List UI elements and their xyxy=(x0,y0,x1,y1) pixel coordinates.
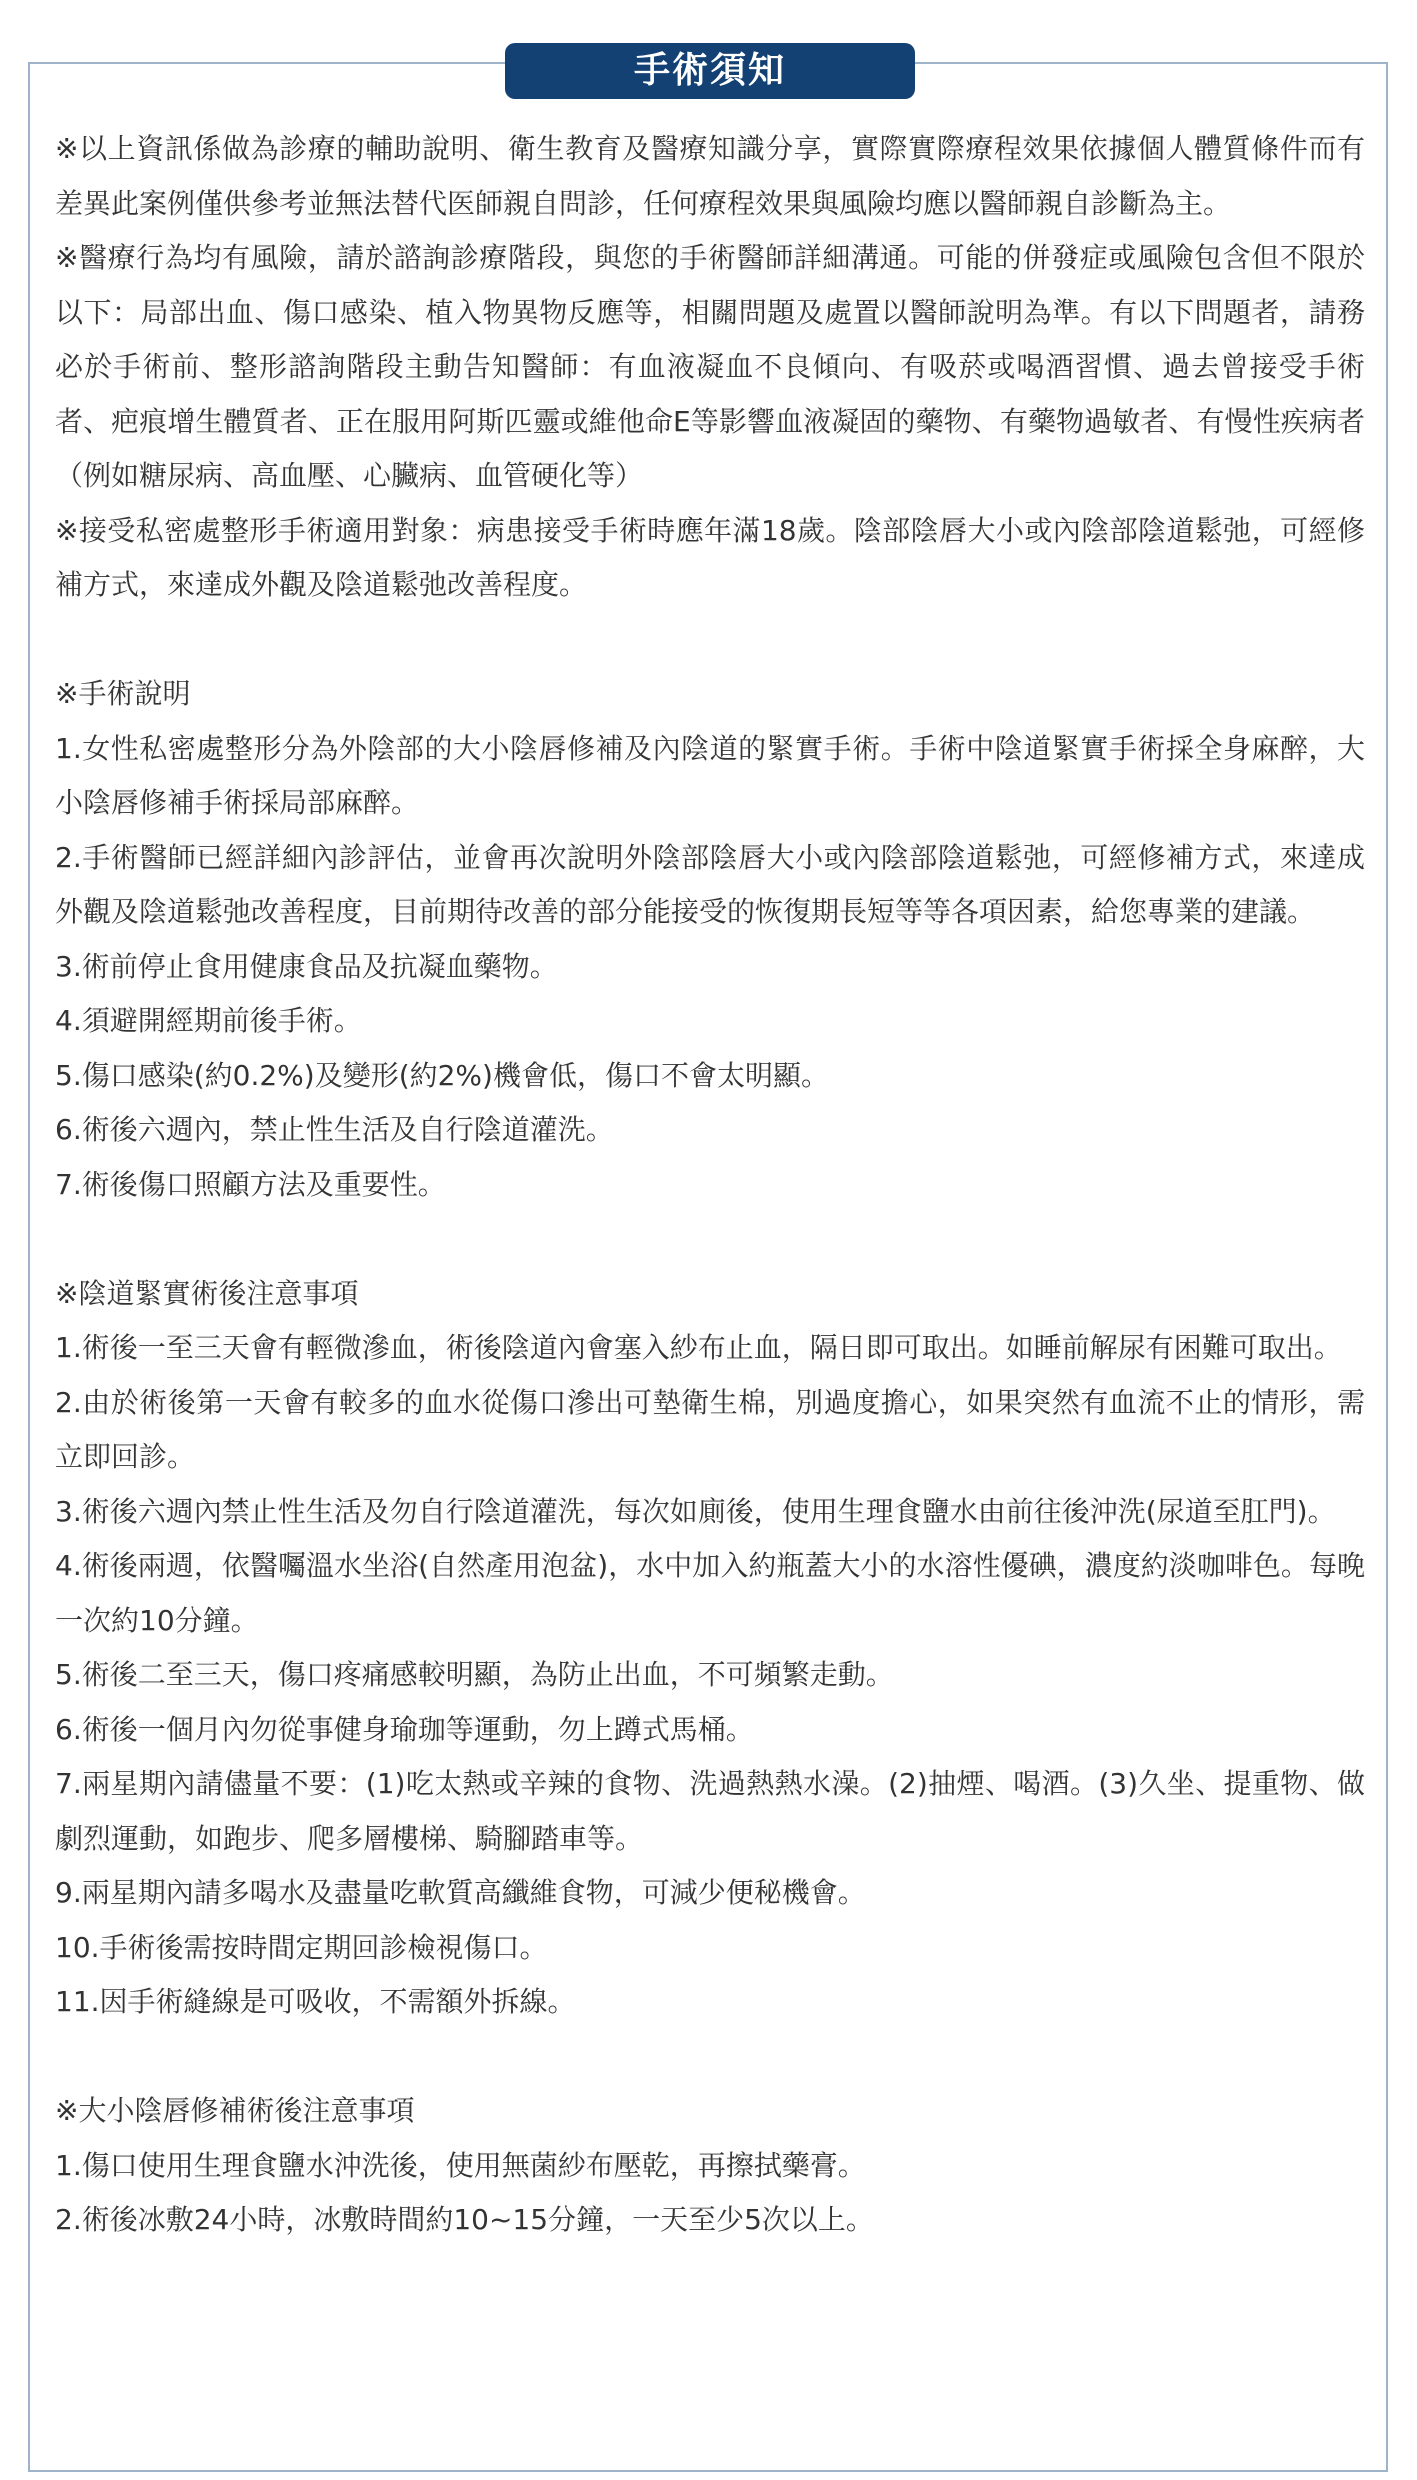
labia-item: 1.傷口使用生理食鹽水沖洗後，使用無菌紗布壓乾，再擦拭藥膏。 xyxy=(55,2148,866,2182)
risk-paragraph: ※醫療行為均有風險，請於諮詢診療階段，與您的手術醫師詳細溝通。可能的併發症或風險包含但不限於以下：局部出血、傷口感染、植入物異物反應等，相關問題及處置以醫師說明為準。有以下問題者，請務必於手術前、整形諮詢階段主動告知醫師：有血液凝血不良傾向、有吸菸或喝酒習慣、過去曾接受手術者、疤痕增生體質者、正在服用阿斯匹靈或維他命E等影響血液凝固的藥物、有藥物過敏者、有慢性疾病者（例如糖尿病、高血壓、心臟病、血管硬化等） xyxy=(55,241,1365,492)
section-spacer xyxy=(55,613,1365,668)
vaginal-section-heading: ※陰道緊實術後注意事項 xyxy=(55,1276,359,1310)
surgery-item: 6.術後六週內，禁止性生活及自行陰道灌洗。 xyxy=(55,1113,614,1146)
vaginal-item: 4.術後兩週，依醫囑溫水坐浴(自然產用泡盆)，水中加入約瓶蓋大小的水溶性優碘，濃度約淡咖啡色。每晚一次約10分鐘。 xyxy=(55,1549,1365,1637)
labia-section-heading: ※大小陰唇修補術後注意事項 xyxy=(55,2094,415,2127)
labia-item: 2.術後冰敷24小時，冰敷時間約10~15分鐘，一天至少5次以上。 xyxy=(55,2203,874,2236)
section-spacer xyxy=(55,2030,1365,2085)
vaginal-item: 6.術後一個月內勿從事健身瑜珈等運動，勿上蹲式馬桶。 xyxy=(55,1712,754,1746)
vaginal-item: 2.由於術後第一天會有較多的血水從傷口滲出可墊衛生棉，別過度擔心，如果突然有血流不止的情形，需立即回診。 xyxy=(55,1385,1365,1473)
vaginal-item: 9.兩星期內請多喝水及盡量吃軟質高纖維食物，可減少便秘機會。 xyxy=(55,1876,866,1909)
surgery-item: 5.傷口感染(約0.2%)及變形(約2%)機會低，傷口不會太明顯。 xyxy=(55,1058,829,1092)
vaginal-item: 11.因手術縫線是可吸收，不需額外拆線。 xyxy=(55,1985,576,2018)
surgery-item: 7.術後傷口照顧方法及重要性。 xyxy=(55,1167,446,1201)
section-spacer xyxy=(55,1212,1365,1267)
vaginal-item: 7.兩星期內請儘量不要：(1)吃太熱或辛辣的食物、洗過熱熱水澡。(2)抽煙、喝酒。(3)久坐、提重物、做劇烈運動，如跑步、爬多層樓梯、騎腳踏車等。 xyxy=(55,1767,1365,1855)
surgery-section-heading: ※手術說明 xyxy=(55,677,191,710)
surgery-item: 3.術前停止食用健康食品及抗凝血藥物。 xyxy=(55,949,558,983)
surgery-item: 2.手術醫師已經詳細內診評估，並會再次說明外陰部陰唇大小或內陰部陰道鬆弛，可經修補方式，來達成外觀及陰道鬆弛改善程度，目前期待改善的部分能接受的恢復期長短等等各項因素，給您專業的建議。 xyxy=(55,840,1365,928)
surgery-item: 4.須避開經期前後手術。 xyxy=(55,1004,362,1037)
content-body xyxy=(55,122,1365,2248)
disclaimer-paragraph: ※以上資訊係做為診療的輔助說明、衛生教育及醫療知識分享，實際實際療程效果依據個人體質條件而有差異此案例僅供參考並無法替代医師親自問診，任何療程效果與風險均應以醫師親自診斷為主。 xyxy=(55,132,1365,220)
vaginal-item: 1.術後一至三天會有輕微滲血，術後陰道內會塞入紗布止血，隔日即可取出。如睡前解尿有困難可取出。 xyxy=(55,1331,1342,1364)
vaginal-item: 10.手術後需按時間定期回診檢視傷口。 xyxy=(55,1930,548,1964)
vaginal-item: 3.術後六週內禁止性生活及勿自行陰道灌洗，每次如廁後，使用生理食鹽水由前往後沖洗(尿道至肛門)。 xyxy=(55,1494,1336,1528)
vaginal-item: 5.術後二至三天，傷口疼痛感較明顯，為防止出血，不可頻繁走動。 xyxy=(55,1658,894,1691)
eligibility-paragraph: ※接受私密處整形手術適用對象：病患接受手術時應年滿18歲。陰部陰唇大小或內陰部陰道鬆弛，可經修補方式，來達成外觀及陰道鬆弛改善程度。 xyxy=(55,513,1365,601)
surgery-item: 1.女性私密處整形分為外陰部的大小陰唇修補及內陰道的緊實手術。手術中陰道緊實手術採全身麻醉，大小陰唇修補手術採局部麻醉。 xyxy=(55,731,1365,819)
page-title: 手術須知 xyxy=(505,43,915,99)
